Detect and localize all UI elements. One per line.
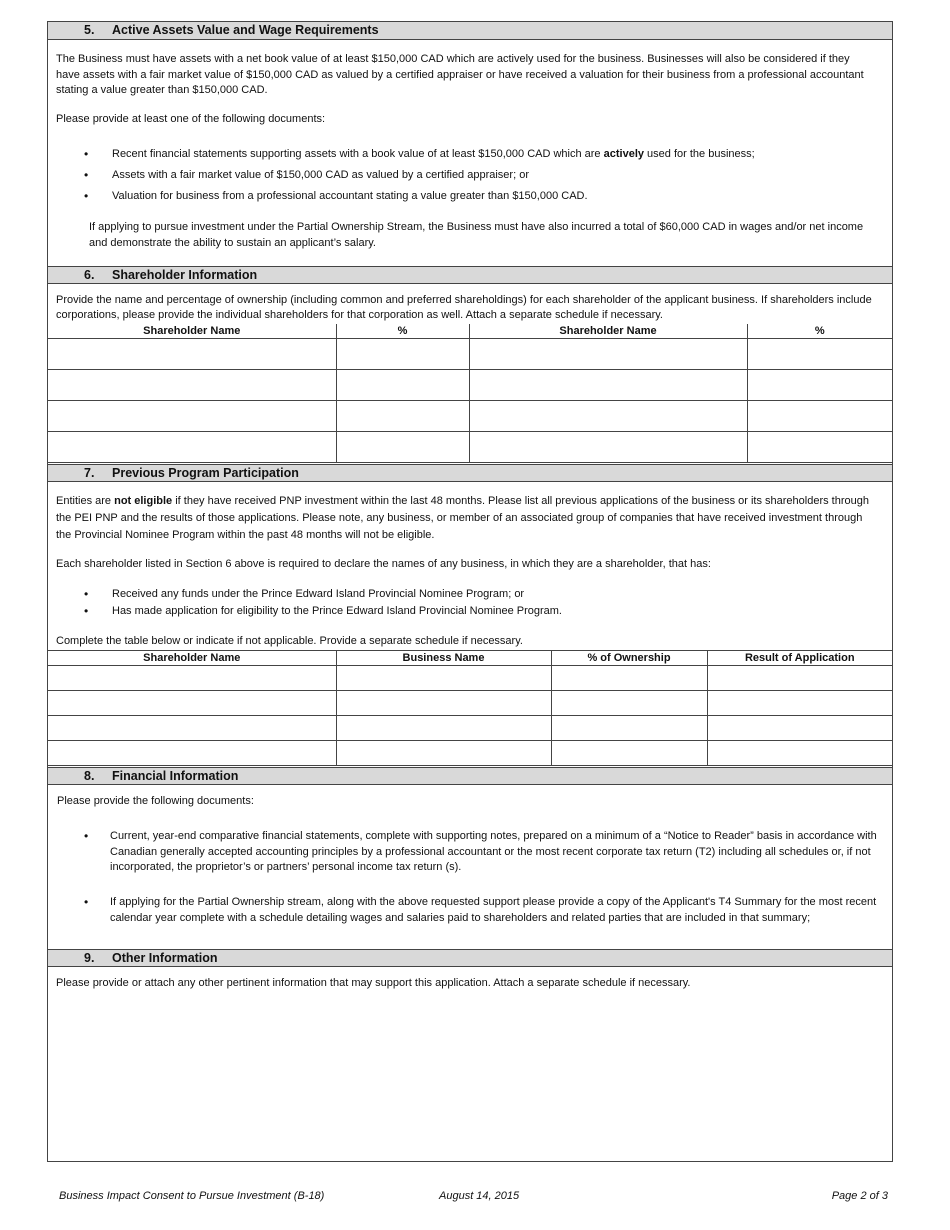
section-9-header bbox=[48, 949, 892, 967]
business-name-cell[interactable] bbox=[336, 691, 551, 716]
ownership-cell[interactable] bbox=[551, 666, 707, 691]
application-form bbox=[47, 21, 893, 1162]
percent-cell[interactable] bbox=[747, 432, 892, 463]
shareholder-name-cell[interactable] bbox=[48, 401, 336, 432]
table-row bbox=[48, 666, 892, 691]
bullet-text: Current, year-end comparative financial statements, complete with supporting notes, prepared on a minimum of a “Notice to Reader” basis in accordance with Canadian generally accepted accounting principles by a professional accountant or the most recent corporate tax return (T2) including all schedules or, if not incorporated, the proprietor’s or partners’ personal income tax return (s). bbox=[110, 830, 877, 873]
section-5-prompt: Please provide at least one of the following documents: bbox=[56, 113, 326, 125]
section-5-header bbox=[48, 22, 892, 40]
column-header: Result of Application bbox=[707, 651, 892, 666]
section-7-number: 7. bbox=[84, 466, 95, 480]
percent-cell[interactable] bbox=[747, 339, 892, 370]
result-cell[interactable] bbox=[707, 666, 892, 691]
table-row bbox=[48, 691, 892, 716]
shareholder-name-cell[interactable] bbox=[48, 741, 336, 766]
bullet-icon: • bbox=[84, 895, 89, 909]
column-header: Shareholder Name bbox=[48, 324, 336, 339]
percent-cell[interactable] bbox=[336, 432, 469, 463]
percent-cell[interactable] bbox=[336, 401, 469, 432]
other-information-area[interactable] bbox=[48, 997, 892, 1157]
bullet-text: Valuation for business from a professional accountant stating a value greater than $150,000 CAD. bbox=[112, 190, 588, 202]
bullet-icon: • bbox=[84, 168, 89, 182]
result-cell[interactable] bbox=[707, 741, 892, 766]
table-header-row bbox=[48, 324, 892, 339]
section-5-intro: The Business must have assets with a net book value of at least $150,000 CAD which are actively used for the business. Businesses will also be considered if they have assets with a fair market value of $150,000 CAD as valued by a certified appraiser or have received a valuation for their business from a professional accountant stating a value greater than $150,000 CAD. bbox=[56, 53, 864, 96]
section-6-number: 6. bbox=[84, 268, 95, 282]
footer-page-number: Page 2 of 3 bbox=[831, 1190, 888, 1202]
bullet-icon: • bbox=[84, 587, 89, 601]
bullet-icon: • bbox=[84, 604, 89, 618]
section-9-title: Other Information bbox=[112, 951, 218, 965]
shareholder-name-cell[interactable] bbox=[48, 716, 336, 741]
bullet-text: Recent financial statements supporting assets with a book value of at least $150,000 CAD which are bbox=[112, 148, 604, 160]
shareholder-table bbox=[48, 324, 892, 463]
percent-cell[interactable] bbox=[336, 339, 469, 370]
bullet-text: used for the business; bbox=[644, 148, 755, 160]
section-8-number: 8. bbox=[84, 769, 95, 783]
footer-date: August 14, 2015 bbox=[439, 1190, 520, 1202]
table-row bbox=[48, 716, 892, 741]
percent-cell[interactable] bbox=[747, 401, 892, 432]
column-header: % of Ownership bbox=[551, 651, 707, 666]
section-9-number: 9. bbox=[84, 951, 95, 965]
intro-text: if they have received PNP investment within the last 48 months. Please list all previous applications of the business or its shareholders through the PEI PNP and the results of those applications. Please note, any business, or member of an associated group of companies that have received investment through the Provincial Nominee Program within the past 48 months will not be eligible. bbox=[56, 495, 869, 541]
section-5-number: 5. bbox=[84, 23, 95, 37]
bullet-text: Assets with a fair market value of $150,000 CAD as valued by a certified appraiser; or bbox=[112, 169, 529, 181]
shareholder-name-cell[interactable] bbox=[48, 370, 336, 401]
percent-cell[interactable] bbox=[336, 370, 469, 401]
section-8-prompt: Please provide the following documents: bbox=[57, 795, 254, 807]
shareholder-name-cell[interactable] bbox=[48, 666, 336, 691]
shareholder-name-cell[interactable] bbox=[469, 432, 747, 463]
table-row bbox=[48, 370, 892, 401]
previous-participation-table bbox=[48, 650, 892, 766]
section-9-prompt: Please provide or attach any other pertinent information that may support this application. Attach a separate schedule if necessary. bbox=[56, 977, 691, 989]
shareholder-name-cell[interactable] bbox=[469, 370, 747, 401]
shareholder-name-cell[interactable] bbox=[48, 432, 336, 463]
section-6-intro: Provide the name and percentage of ownership (including common and preferred shareholdings) for each shareholder of the applicant business. If shareholders include corporations, please provide the individual shareholders for that corporation as well. Attach a separate schedule if necessary. bbox=[56, 294, 872, 321]
intro-bold-text: not eligible bbox=[114, 495, 173, 507]
result-cell[interactable] bbox=[707, 716, 892, 741]
shareholder-name-cell[interactable] bbox=[469, 339, 747, 370]
bullet-icon: • bbox=[84, 829, 89, 843]
section-7-title: Previous Program Participation bbox=[112, 466, 299, 480]
column-header: Shareholder Name bbox=[48, 651, 336, 666]
table-row bbox=[48, 401, 892, 432]
section-8-header bbox=[48, 767, 892, 785]
table-row bbox=[48, 339, 892, 370]
table-row bbox=[48, 741, 892, 766]
percent-cell[interactable] bbox=[747, 370, 892, 401]
section-6-title: Shareholder Information bbox=[112, 268, 258, 282]
section-8-title: Financial Information bbox=[112, 769, 239, 783]
column-header: % bbox=[336, 324, 469, 339]
table-row bbox=[48, 432, 892, 463]
bullet-text: Has made application for eligibility to the Prince Edward Island Provincial Nominee Program. bbox=[112, 605, 562, 617]
bullet-icon: • bbox=[84, 189, 89, 203]
section-7-complete: Complete the table below or indicate if not applicable. Provide a separate schedule if necessary. bbox=[56, 635, 523, 647]
intro-text: Entities are bbox=[56, 495, 115, 507]
shareholder-name-cell[interactable] bbox=[469, 401, 747, 432]
column-header: Business Name bbox=[336, 651, 551, 666]
column-header: % bbox=[747, 324, 892, 339]
section-6-header bbox=[48, 266, 892, 284]
ownership-cell[interactable] bbox=[551, 691, 707, 716]
section-5-note: If applying to pursue investment under the Partial Ownership Stream, the Business must have also incurred a total of $60,000 CAD in wages and/or net income and demonstrate the ability to sustain an applicant’s salary. bbox=[89, 221, 864, 249]
section-5-title: Active Assets Value and Wage Requirements bbox=[112, 23, 379, 37]
business-name-cell[interactable] bbox=[336, 716, 551, 741]
column-header: Shareholder Name bbox=[469, 324, 747, 339]
shareholder-name-cell[interactable] bbox=[48, 339, 336, 370]
ownership-cell[interactable] bbox=[551, 741, 707, 766]
business-name-cell[interactable] bbox=[336, 666, 551, 691]
business-name-cell[interactable] bbox=[336, 741, 551, 766]
bullet-text: Received any funds under the Prince Edward Island Provincial Nominee Program; or bbox=[112, 588, 525, 600]
result-cell[interactable] bbox=[707, 691, 892, 716]
table-header-row bbox=[48, 651, 892, 666]
footer-form-title: Business Impact Consent to Pursue Investment (B-18) bbox=[59, 1190, 325, 1202]
section-7-header bbox=[48, 464, 892, 482]
bullet-icon: • bbox=[84, 147, 89, 161]
bullet-bold-text: actively bbox=[603, 148, 644, 160]
shareholder-name-cell[interactable] bbox=[48, 691, 336, 716]
section-7-intro bbox=[56, 493, 876, 544]
bullet-text: If applying for the Partial Ownership stream, along with the above requested support please provide a copy of the Applicant's T4 Summary for the most recent calendar year complete with a schedule detailing wages and salaries paid to shareholders and related parties that are included in that summary; bbox=[110, 896, 877, 924]
section-7-declare: Each shareholder listed in Section 6 above is required to declare the names of any business, in which they are a shareholder, that has: bbox=[56, 558, 711, 570]
ownership-cell[interactable] bbox=[551, 716, 707, 741]
